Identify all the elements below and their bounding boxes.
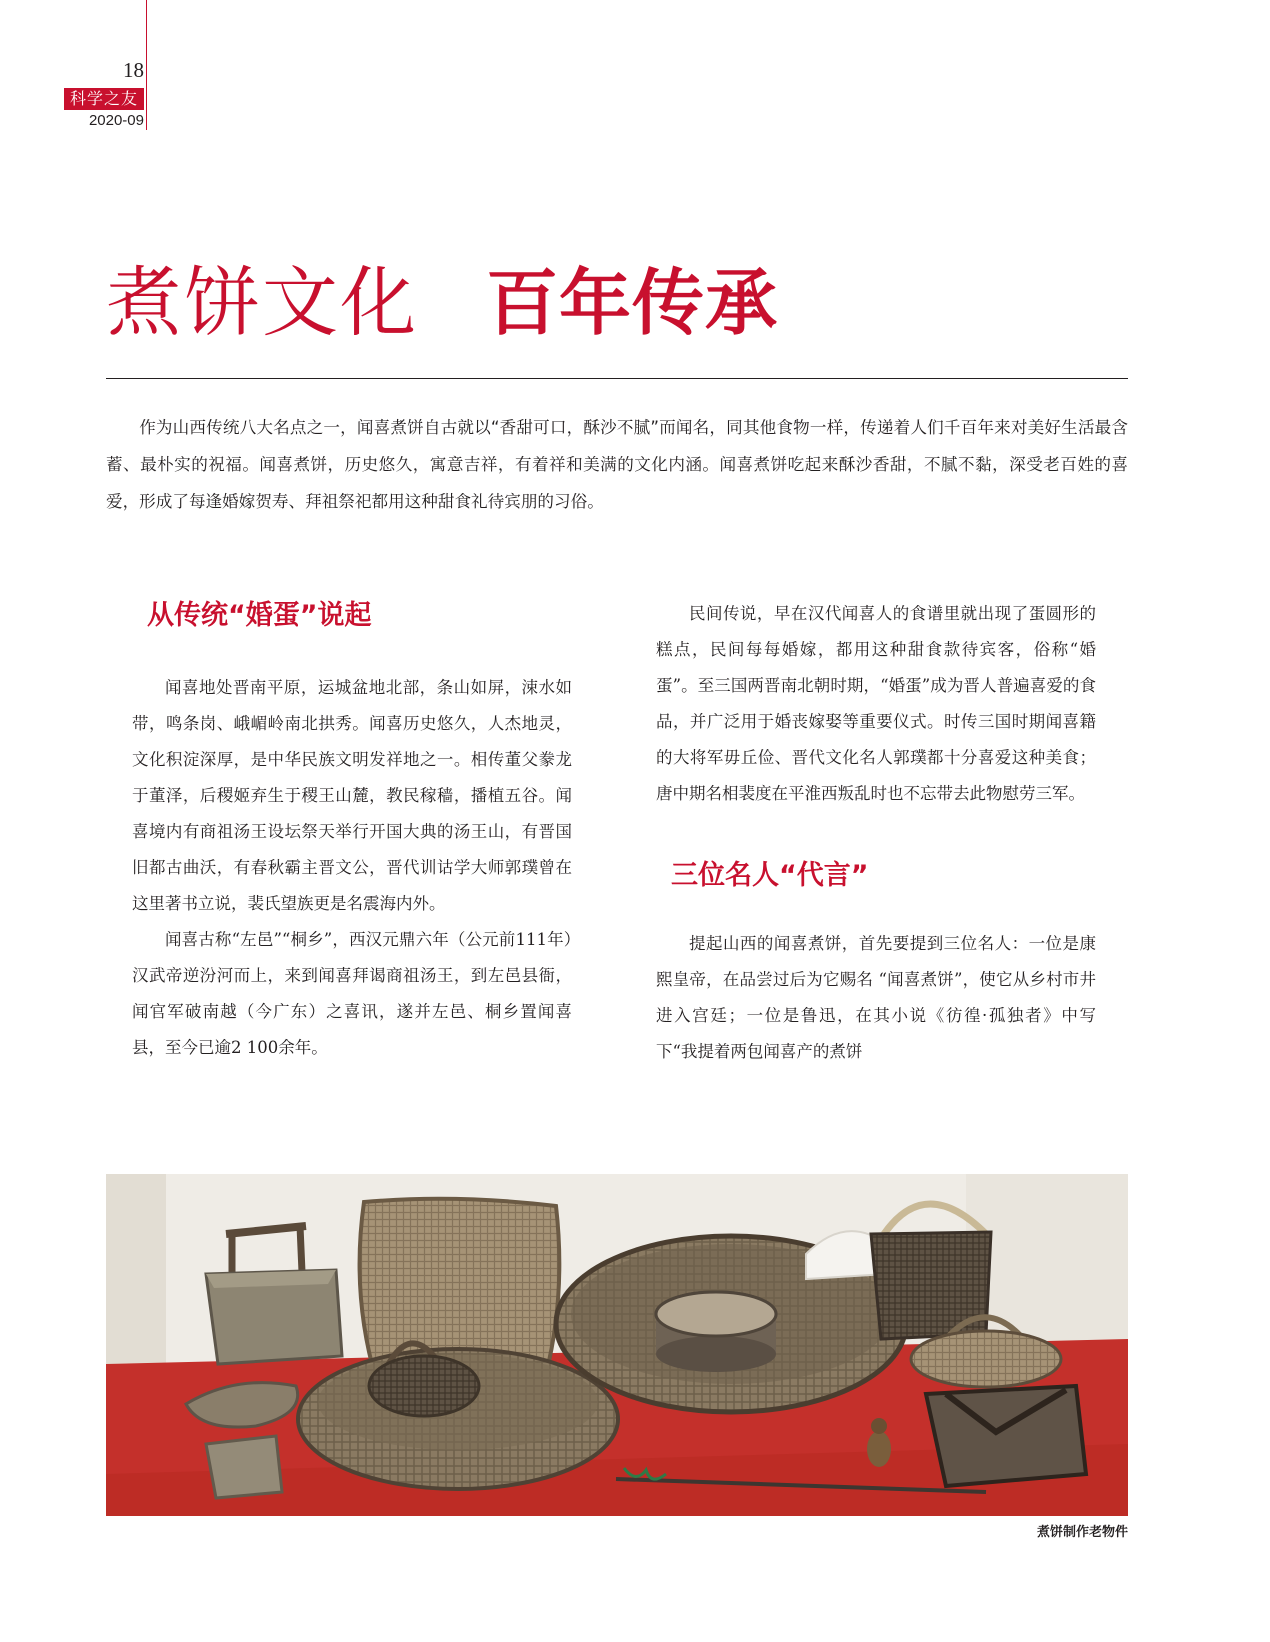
section-heading-wedding-eggs: 从传统“婚蛋”说起 xyxy=(147,600,372,631)
body-paragraph: 提起山西的闻喜煮饼，首先要提到三位名人：一位是康熙皇帝，在品尝过后为它赐名 “闻喜煮饼”，使它从乡村市井进入宫廷；一位是鲁迅，在其小说《彷徨·孤独者》中写下“我提着两包闻喜产的煮饼 xyxy=(656,934,1096,1061)
right-column xyxy=(656,596,1096,1070)
article-intro: 作为山西传统八大名点之一，闻喜煮饼自古就以“香甜可口，酥沙不腻”而闻名，同其他食物一样，传递着人们千百年来对美好生活最含蓄、最朴实的祝福。闻喜煮饼，历史悠久，寓意吉祥，有着祥和美满的文化内涵。闻喜煮饼吃起来酥沙香甜，不腻不黏，深受老百姓的喜爱，形成了每逢婚嫁贺寿、拜祖祭祀都用这种甜食礼待宾朋的习俗。 xyxy=(106,417,1128,511)
photo-illustration xyxy=(106,1174,1128,1516)
article-title-light: 煮饼文化 xyxy=(106,258,418,347)
handled-basket xyxy=(369,1356,479,1416)
magazine-name-badge: 科学之友 xyxy=(64,88,144,110)
photo-caption: 煮饼制作老物件 xyxy=(1036,1525,1128,1540)
header-divider-line xyxy=(146,0,147,130)
body-paragraph: 闻喜古称“左邑”“桐乡”，西汉元鼎六年（公元前111年）汉武帝逆汾河而上，来到闻喜拜谒商祖汤王，到左邑县衙，闻官军破南越（今广东）之喜讯，遂并左邑、桐乡置闻喜县，至今已逾2 100余年。 xyxy=(132,930,572,1057)
small-wooden-box xyxy=(206,1436,282,1498)
wooden-carry-box xyxy=(926,1386,1086,1486)
title-rule xyxy=(106,378,1128,379)
section-heading-celebrities: 三位名人“代言” xyxy=(671,860,869,891)
body-paragraph: 民间传说，早在汉代闻喜人的食谱里就出现了蛋圆形的糕点，民间每每婚嫁，都用这种甜食款待宾客，俗称“婚蛋”。至三国两晋南北朝时期，“婚蛋”成为晋人普遍喜爱的食品，并广泛用于婚丧嫁娶等重要仪式。时传三国时期闻喜籍的大将军毋丘俭、晋代文化名人郭璞都十分喜爱这种美食；唐中期名相裴度在平淮西叛乱时也不忘带去此物慰劳三军。 xyxy=(656,604,1096,803)
left-column xyxy=(132,596,572,1066)
page-number: 18 xyxy=(123,58,144,82)
issue-date: 2020-09 xyxy=(88,112,144,129)
photo-old-baking-tools xyxy=(106,1174,1128,1516)
small-handled-basket xyxy=(911,1331,1061,1387)
article-title-bold: 百年传承 xyxy=(486,261,779,345)
body-paragraph: 闻喜地处晋南平原，运城盆地北部，条山如屏，涑水如带，鸣条岗、峨嵋岭南北拱秀。闻喜历史悠久，人杰地灵，文化积淀深厚，是中华民族文明发祥地之一。相传董父豢龙于董泽，后稷姬弃生于稷王山麓，教民稼穑，播植五谷。闻喜境内有商祖汤王设坛祭天举行开国大典的汤王山，有晋国旧都古曲沃，有春秋霸主晋文公，晋代训诂学大师郭璞曾在这里著书立说，裴氏望族更是名震海内外。 xyxy=(132,678,572,913)
tall-basket xyxy=(871,1232,991,1339)
